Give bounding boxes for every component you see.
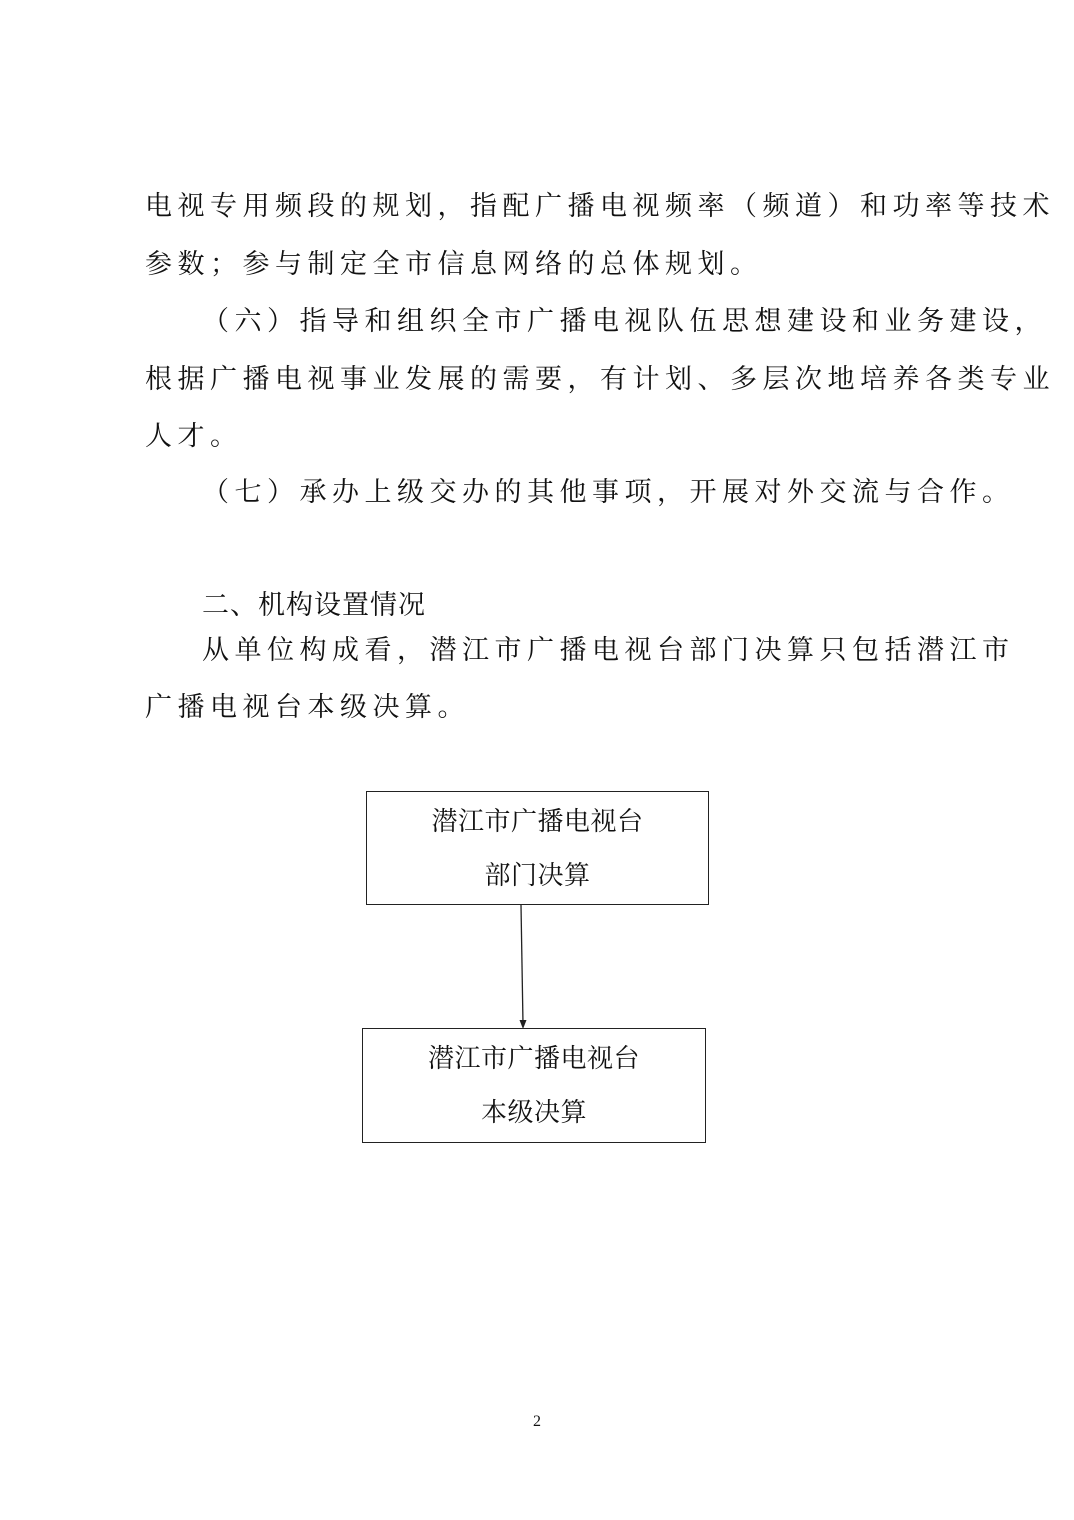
paragraph-line: 广播电视台本级决算。 bbox=[145, 692, 470, 723]
org-box-subtitle: 本级决算 bbox=[480, 1098, 587, 1128]
paragraph-line: 从单位构成看，潜江市广播电视台部门决算只包括潜江市 bbox=[202, 635, 1015, 666]
paragraph-line: （六）指导和组织全市广播电视队伍思想建设和业务建设， bbox=[202, 306, 1047, 337]
paragraph-line: 电视专用频段的规划，指配广播电视频率（频道）和功率等技术 bbox=[145, 191, 1055, 222]
section-heading: 二、机构设置情况 bbox=[202, 590, 426, 621]
org-box-unit bbox=[362, 1028, 706, 1143]
org-box-title: 潜江市广播电视台 bbox=[431, 807, 644, 837]
paragraph-line: 参数；参与制定全市信息网络的总体规划。 bbox=[145, 249, 763, 280]
org-box-subtitle: 部门决算 bbox=[484, 861, 591, 891]
page-number: 2 bbox=[533, 1413, 541, 1430]
org-box-department bbox=[366, 791, 709, 905]
paragraph-line: （七）承办上级交办的其他事项，开展对外交流与合作。 bbox=[202, 477, 1015, 508]
paragraph-line: 人才。 bbox=[145, 421, 243, 452]
org-box-title: 潜江市广播电视台 bbox=[427, 1044, 640, 1074]
paragraph-line: 根据广播电视事业发展的需要，有计划、多层次地培养各类专业 bbox=[145, 364, 1055, 395]
